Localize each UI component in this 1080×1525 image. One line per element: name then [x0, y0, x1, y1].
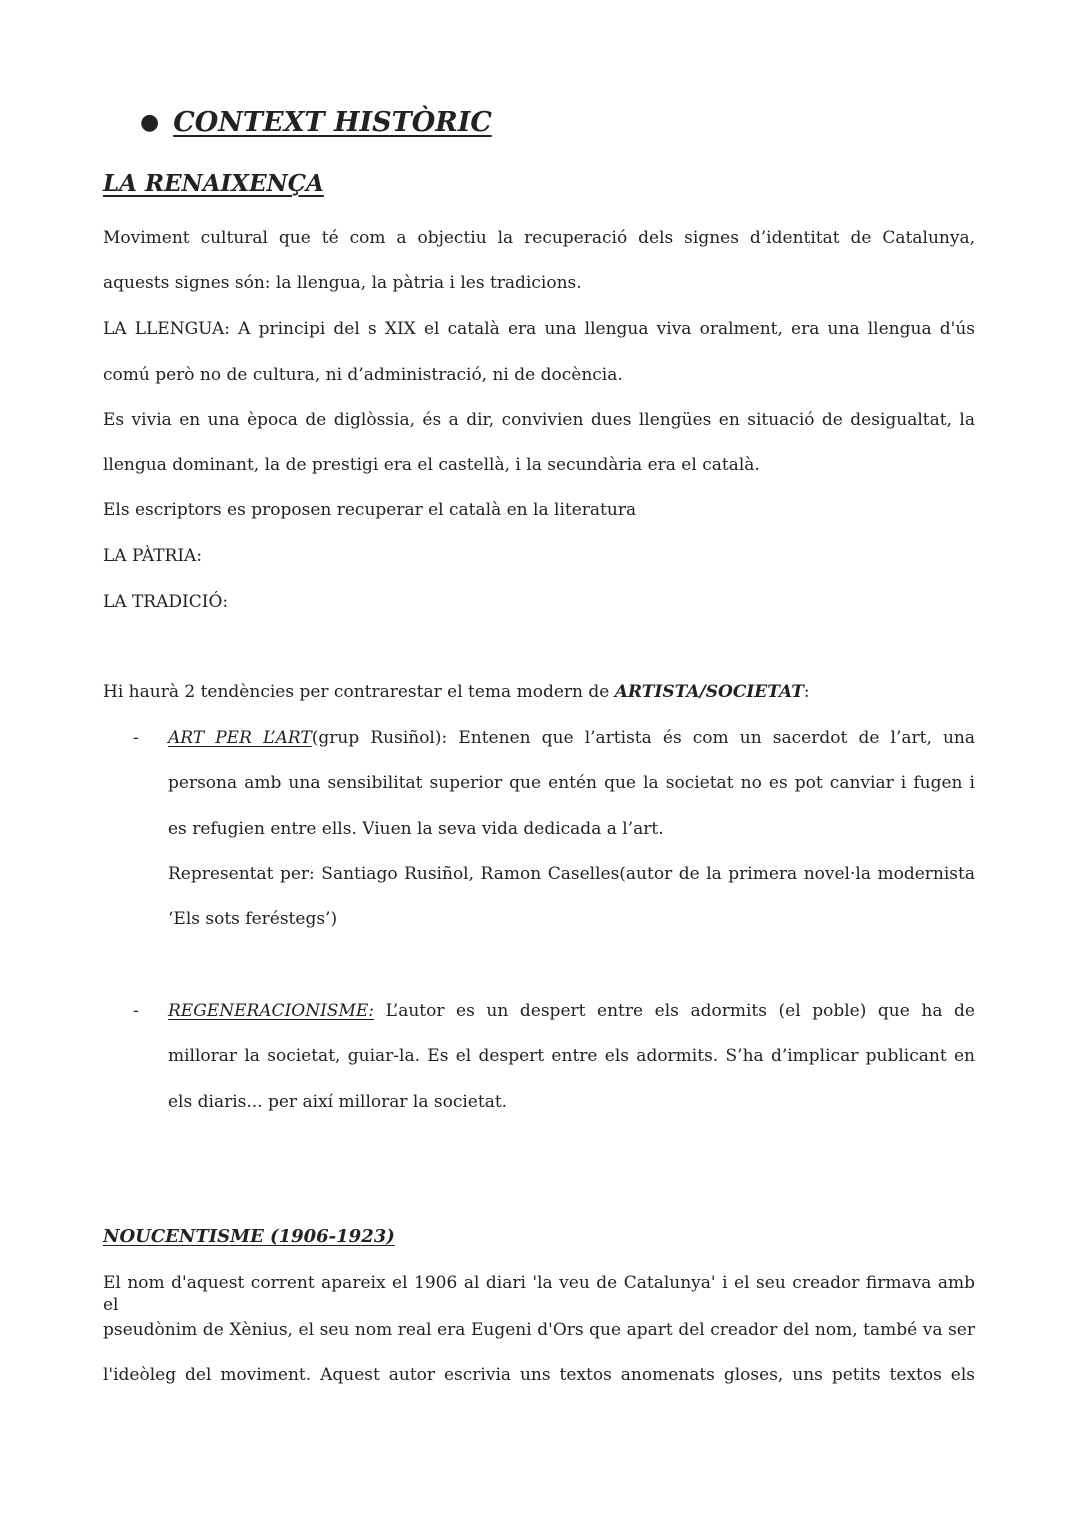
art-per-art-line5: ‘Els sots feréstegs’)	[168, 909, 338, 929]
noucentisme-line1: El nom d'aquest corrent apareix el 1906 al diari 'la veu de Catalunya' i el seu creador firmava amb el	[103, 1273, 975, 1315]
main-heading-text: CONTEXT HISTÒRIC	[173, 107, 492, 138]
bullet-icon: ●	[140, 109, 160, 135]
tendencies-intro-end: :	[803, 682, 810, 702]
art-per-art-line1	[168, 727, 975, 749]
tendencies-intro-text: Hi haurà 2 tendències per contrarestar el tema modern de	[103, 682, 615, 702]
renaixenca-heading: LA RENAIXENÇA	[103, 170, 324, 197]
renaixenca-p1-line1: Moviment cultural que té com a objectiu la recuperació dels signes d’identitat de Catalunya,	[103, 228, 975, 248]
art-per-art-line3: es refugien entre ells. Viuen la seva vida dedicada a l’art.	[168, 819, 664, 839]
patria-label: LA PÀTRIA:	[103, 546, 203, 566]
tradicio-label: LA TRADICIÓ:	[103, 592, 229, 612]
list-dash: -	[133, 1001, 139, 1021]
art-per-art-title: ART PER L’ART	[168, 728, 312, 748]
tendencies-emphasis: ARTISTA/SOCIETAT	[614, 682, 804, 702]
main-heading	[140, 104, 492, 141]
art-per-art-text1: (grup Rusiñol): Entenen que l’artista és com un sacerdot de l’art, una	[311, 728, 975, 748]
regeneracionisme-line3: els diaris... per així millorar la societat.	[168, 1092, 508, 1112]
regeneracionisme-text1: L’autor es un despert entre els adormits (el poble) que ha de	[374, 1001, 975, 1021]
diglossia-line2: llengua dominant, la de prestigi era el castellà, i la secundària era el català.	[103, 455, 760, 475]
tendencies-intro	[103, 681, 810, 703]
regeneracionisme-line1	[168, 1000, 975, 1022]
noucentisme-heading: NOUCENTISME (1906-1923)	[103, 1226, 395, 1247]
llengua-line2: comú però no de cultura, ni d’administració, ni de docència.	[103, 365, 623, 385]
noucentisme-line2: pseudònim de Xènius, el seu nom real era Eugeni d'Ors que apart del creador del nom, també va ser	[103, 1320, 975, 1340]
llengua-line1: LA LLENGUA: A principi del s XIX el català era una llengua viva oralment, era una llengua d'ús	[103, 319, 975, 339]
regeneracionisme-title: REGENERACIONISME:	[168, 1001, 375, 1021]
art-per-art-line2: persona amb una sensibilitat superior que entén que la societat no es pot canviar i fugen i	[168, 773, 975, 793]
noucentisme-line3: l'ideòleg del moviment. Aquest autor escrivia uns textos anomenats gloses, uns petits textos els	[103, 1365, 975, 1385]
list-dash: -	[133, 728, 139, 748]
regeneracionisme-line2: millorar la societat, guiar-la. Es el despert entre els adormits. S’ha d’implicar publicant en	[168, 1046, 975, 1066]
art-per-art-line4: Representat per: Santiago Rusiñol, Ramon Caselles(autor de la primera novel·la modernista	[168, 864, 975, 884]
diglossia-line1: Es vivia en una època de diglòssia, és a dir, convivien dues llengües en situació de desigualtat, la	[103, 410, 975, 430]
escriptors-line: Els escriptors es proposen recuperar el català en la literatura	[103, 500, 637, 520]
renaixenca-p1-line2: aquests signes són: la llengua, la pàtria i les tradicions.	[103, 273, 582, 293]
